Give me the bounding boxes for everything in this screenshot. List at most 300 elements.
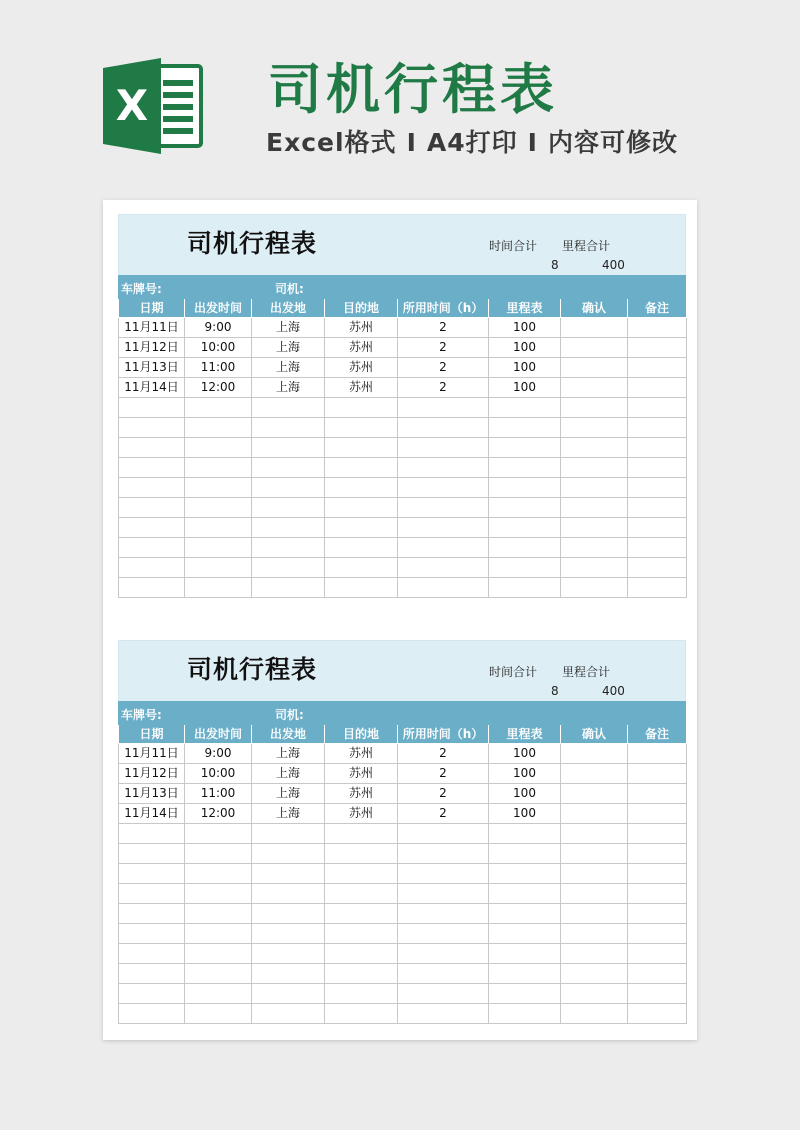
empty-cell[interactable]	[628, 943, 687, 963]
empty-cell[interactable]	[561, 577, 628, 597]
subtitle-editable: 内容可修改	[547, 128, 678, 157]
empty-row	[119, 397, 687, 417]
subtitle-separator: I	[527, 128, 538, 157]
cell-origin[interactable]: 上海	[252, 337, 325, 357]
plate-label: 车牌号:	[121, 708, 162, 722]
empty-cell[interactable]	[252, 863, 325, 883]
empty-cell[interactable]	[628, 517, 687, 537]
empty-cell[interactable]	[325, 557, 398, 577]
empty-cell[interactable]	[252, 497, 325, 517]
empty-cell[interactable]	[398, 923, 489, 943]
plate-label: 车牌号:	[121, 282, 162, 296]
empty-cell[interactable]	[489, 417, 561, 437]
cell-departure-time[interactable]: 9:00	[185, 317, 252, 337]
empty-cell[interactable]	[325, 963, 398, 983]
empty-cell[interactable]	[252, 457, 325, 477]
empty-cell[interactable]	[252, 963, 325, 983]
subtitle-print: A4打印	[426, 128, 518, 157]
empty-cell[interactable]	[185, 557, 252, 577]
empty-cell[interactable]	[252, 903, 325, 923]
empty-cell[interactable]	[119, 863, 185, 883]
empty-cell[interactable]	[561, 823, 628, 843]
cell-destination[interactable]: 苏州	[325, 337, 398, 357]
hero-subtitle	[266, 128, 678, 158]
empty-cell[interactable]	[489, 1003, 561, 1023]
cell-departure-time[interactable]: 10:00	[185, 337, 252, 357]
cell-duration[interactable]: 2	[398, 357, 489, 377]
empty-cell[interactable]	[398, 497, 489, 517]
cell-origin[interactable]: 上海	[252, 357, 325, 377]
empty-cell[interactable]	[489, 983, 561, 1003]
cell-duration[interactable]: 2	[398, 803, 489, 823]
empty-cell[interactable]	[561, 983, 628, 1003]
empty-row	[119, 923, 687, 943]
empty-cell[interactable]	[489, 923, 561, 943]
empty-cell[interactable]	[185, 883, 252, 903]
cell-origin[interactable]: 上海	[252, 763, 325, 783]
sheet-title: 司机行程表	[187, 229, 318, 258]
cell-confirm[interactable]	[561, 357, 628, 377]
hero-title: 司机行程表	[268, 58, 558, 121]
cell-remarks[interactable]	[628, 783, 687, 803]
empty-cell[interactable]	[252, 883, 325, 903]
empty-cell[interactable]	[398, 557, 489, 577]
empty-cell[interactable]	[185, 923, 252, 943]
empty-cell[interactable]	[398, 417, 489, 437]
column-header-destination: 目的地	[325, 299, 398, 317]
cell-duration[interactable]: 2	[398, 337, 489, 357]
empty-cell[interactable]	[119, 903, 185, 923]
empty-cell[interactable]	[119, 883, 185, 903]
cell-confirm[interactable]	[561, 803, 628, 823]
time-total-label: 时间合计	[489, 239, 538, 253]
empty-cell[interactable]	[628, 983, 687, 1003]
cell-odometer[interactable]: 100	[489, 317, 561, 337]
empty-cell[interactable]	[628, 557, 687, 577]
empty-cell[interactable]	[489, 943, 561, 963]
cell-remarks[interactable]	[628, 803, 687, 823]
driver-label: 司机:	[275, 282, 304, 296]
empty-cell[interactable]	[628, 437, 687, 457]
distance-total-value[interactable]: 400	[602, 258, 625, 272]
empty-row	[119, 863, 687, 883]
cell-odometer[interactable]: 100	[489, 783, 561, 803]
distance-total-value[interactable]: 400	[602, 684, 625, 698]
empty-cell[interactable]	[119, 1003, 185, 1023]
empty-cell[interactable]	[119, 843, 185, 863]
cell-duration[interactable]: 2	[398, 377, 489, 397]
empty-cell[interactable]	[252, 843, 325, 863]
column-header-duration: 所用时间（h）	[398, 725, 489, 743]
empty-cell[interactable]	[628, 497, 687, 517]
empty-row	[119, 983, 687, 1003]
column-header-departure-time: 出发时间	[185, 725, 252, 743]
cell-odometer[interactable]: 100	[489, 337, 561, 357]
empty-cell[interactable]	[185, 417, 252, 437]
empty-row	[119, 417, 687, 437]
empty-cell[interactable]	[561, 943, 628, 963]
empty-cell[interactable]	[185, 517, 252, 537]
cell-duration[interactable]: 2	[398, 317, 489, 337]
empty-cell[interactable]	[561, 883, 628, 903]
empty-cell[interactable]	[398, 843, 489, 863]
cell-odometer[interactable]: 100	[489, 763, 561, 783]
time-total-label: 时间合计	[489, 665, 538, 679]
empty-cell[interactable]	[185, 397, 252, 417]
column-header-confirm: 确认	[561, 299, 628, 317]
empty-cell[interactable]	[185, 863, 252, 883]
cell-remarks[interactable]	[628, 743, 687, 763]
empty-cell[interactable]	[119, 457, 185, 477]
empty-cell[interactable]	[325, 863, 398, 883]
empty-cell[interactable]	[119, 577, 185, 597]
empty-cell[interactable]	[119, 517, 185, 537]
empty-cell[interactable]	[398, 863, 489, 883]
empty-cell[interactable]	[628, 823, 687, 843]
cell-duration[interactable]: 2	[398, 783, 489, 803]
empty-row	[119, 517, 687, 537]
empty-row	[119, 943, 687, 963]
empty-cell[interactable]	[325, 537, 398, 557]
empty-cell[interactable]	[398, 457, 489, 477]
cell-origin[interactable]: 上海	[252, 783, 325, 803]
empty-cell[interactable]	[489, 537, 561, 557]
cell-destination[interactable]: 苏州	[325, 763, 398, 783]
cell-origin[interactable]: 上海	[252, 317, 325, 337]
empty-cell[interactable]	[628, 963, 687, 983]
cell-departure-time[interactable]: 11:00	[185, 783, 252, 803]
trip-sheet-2	[118, 640, 686, 1024]
empty-cell[interactable]	[119, 983, 185, 1003]
empty-cell[interactable]	[398, 577, 489, 597]
cell-departure-time[interactable]: 12:00	[185, 377, 252, 397]
empty-cell[interactable]	[398, 883, 489, 903]
distance-total-label: 里程合计	[562, 239, 611, 253]
column-header-departure-time: 出发时间	[185, 299, 252, 317]
empty-cell[interactable]	[398, 823, 489, 843]
empty-cell[interactable]	[628, 577, 687, 597]
hero-banner	[0, 0, 800, 200]
cell-remarks[interactable]	[628, 337, 687, 357]
column-header-odometer: 里程表	[489, 725, 561, 743]
cell-destination[interactable]: 苏州	[325, 783, 398, 803]
column-header-duration: 所用时间（h）	[398, 299, 489, 317]
empty-cell[interactable]	[398, 963, 489, 983]
cell-confirm[interactable]	[561, 317, 628, 337]
empty-cell[interactable]	[398, 517, 489, 537]
cell-departure-time[interactable]: 9:00	[185, 743, 252, 763]
empty-cell[interactable]	[252, 437, 325, 457]
empty-cell[interactable]	[252, 517, 325, 537]
empty-cell[interactable]	[398, 943, 489, 963]
empty-cell[interactable]	[325, 517, 398, 537]
table-header-row	[119, 299, 687, 317]
cell-confirm[interactable]	[561, 377, 628, 397]
empty-cell[interactable]	[119, 437, 185, 457]
table-header-row	[119, 725, 687, 743]
empty-row	[119, 537, 687, 557]
cell-remarks[interactable]	[628, 357, 687, 377]
cell-date[interactable]: 11月13日	[119, 357, 185, 377]
cell-departure-time[interactable]: 12:00	[185, 803, 252, 823]
cell-confirm[interactable]	[561, 783, 628, 803]
empty-cell[interactable]	[252, 983, 325, 1003]
cell-origin[interactable]: 上海	[252, 743, 325, 763]
empty-cell[interactable]	[561, 1003, 628, 1023]
empty-cell[interactable]	[628, 923, 687, 943]
empty-row	[119, 557, 687, 577]
cell-remarks[interactable]	[628, 763, 687, 783]
table-row	[119, 317, 687, 337]
empty-cell[interactable]	[489, 477, 561, 497]
empty-cell[interactable]	[398, 1003, 489, 1023]
empty-row	[119, 963, 687, 983]
cell-date[interactable]: 11月12日	[119, 763, 185, 783]
empty-cell[interactable]	[561, 903, 628, 923]
empty-cell[interactable]	[489, 823, 561, 843]
column-header-origin: 出发地	[252, 725, 325, 743]
empty-cell[interactable]	[119, 943, 185, 963]
column-header-date: 日期	[119, 299, 185, 317]
empty-cell[interactable]	[561, 963, 628, 983]
empty-cell[interactable]	[325, 457, 398, 477]
empty-cell[interactable]	[489, 883, 561, 903]
cell-date[interactable]: 11月11日	[119, 317, 185, 337]
empty-cell[interactable]	[119, 537, 185, 557]
empty-cell[interactable]	[119, 557, 185, 577]
cell-confirm[interactable]	[561, 743, 628, 763]
cell-departure-time[interactable]: 11:00	[185, 357, 252, 377]
empty-cell[interactable]	[325, 437, 398, 457]
cell-odometer[interactable]: 100	[489, 803, 561, 823]
cell-destination[interactable]: 苏州	[325, 803, 398, 823]
cell-date[interactable]: 11月12日	[119, 337, 185, 357]
empty-row	[119, 457, 687, 477]
empty-cell[interactable]	[185, 577, 252, 597]
paper-sheet	[103, 200, 697, 1040]
empty-cell[interactable]	[119, 823, 185, 843]
empty-cell[interactable]	[561, 843, 628, 863]
empty-cell[interactable]	[398, 437, 489, 457]
empty-row	[119, 903, 687, 923]
cell-destination[interactable]: 苏州	[325, 743, 398, 763]
cell-odometer[interactable]: 100	[489, 357, 561, 377]
empty-cell[interactable]	[119, 477, 185, 497]
empty-cell[interactable]	[185, 1003, 252, 1023]
empty-cell[interactable]	[185, 843, 252, 863]
distance-total-label: 里程合计	[562, 665, 611, 679]
empty-cell[interactable]	[489, 437, 561, 457]
empty-cell[interactable]	[398, 477, 489, 497]
subtitle-separator: I	[406, 128, 417, 157]
subtitle-format: Excel格式	[266, 128, 397, 157]
empty-cell[interactable]	[489, 577, 561, 597]
empty-cell[interactable]	[252, 823, 325, 843]
sheet-header	[118, 640, 686, 701]
cell-destination[interactable]: 苏州	[325, 317, 398, 337]
table-row	[119, 377, 687, 397]
empty-cell[interactable]	[252, 537, 325, 557]
table-row	[119, 803, 687, 823]
empty-cell[interactable]	[325, 1003, 398, 1023]
info-bar	[118, 701, 686, 725]
empty-cell[interactable]	[325, 923, 398, 943]
empty-cell[interactable]	[252, 557, 325, 577]
empty-cell[interactable]	[325, 497, 398, 517]
trip-sheet-1	[118, 214, 686, 598]
empty-cell[interactable]	[489, 903, 561, 923]
empty-cell[interactable]	[561, 477, 628, 497]
empty-cell[interactable]	[398, 397, 489, 417]
cell-confirm[interactable]	[561, 763, 628, 783]
empty-cell[interactable]	[561, 457, 628, 477]
empty-cell[interactable]	[252, 1003, 325, 1023]
empty-cell[interactable]	[185, 477, 252, 497]
empty-cell[interactable]	[185, 537, 252, 557]
empty-row	[119, 843, 687, 863]
empty-cell[interactable]	[252, 477, 325, 497]
cell-destination[interactable]: 苏州	[325, 357, 398, 377]
time-total-value[interactable]: 8	[551, 684, 559, 698]
empty-cell[interactable]	[185, 497, 252, 517]
empty-row	[119, 477, 687, 497]
empty-cell[interactable]	[489, 517, 561, 537]
time-total-value[interactable]: 8	[551, 258, 559, 272]
column-header-destination: 目的地	[325, 725, 398, 743]
empty-cell[interactable]	[628, 397, 687, 417]
empty-row	[119, 577, 687, 597]
cell-date[interactable]: 11月13日	[119, 783, 185, 803]
empty-cell[interactable]	[325, 397, 398, 417]
empty-cell[interactable]	[398, 537, 489, 557]
empty-row	[119, 823, 687, 843]
cell-date[interactable]: 11月11日	[119, 743, 185, 763]
cell-departure-time[interactable]: 10:00	[185, 763, 252, 783]
empty-cell[interactable]	[489, 843, 561, 863]
column-header-origin: 出发地	[252, 299, 325, 317]
empty-cell[interactable]	[628, 843, 687, 863]
cell-date[interactable]: 11月14日	[119, 803, 185, 823]
table-row	[119, 783, 687, 803]
empty-cell[interactable]	[628, 1003, 687, 1023]
svg-text:X: X	[115, 81, 149, 130]
empty-row	[119, 883, 687, 903]
table-row	[119, 357, 687, 377]
empty-cell[interactable]	[561, 517, 628, 537]
empty-cell[interactable]	[398, 983, 489, 1003]
empty-cell[interactable]	[325, 823, 398, 843]
empty-cell[interactable]	[252, 943, 325, 963]
empty-cell[interactable]	[185, 457, 252, 477]
empty-cell[interactable]	[185, 903, 252, 923]
cell-confirm[interactable]	[561, 337, 628, 357]
empty-row	[119, 437, 687, 457]
empty-cell[interactable]	[489, 963, 561, 983]
empty-cell[interactable]	[325, 843, 398, 863]
empty-cell[interactable]	[489, 397, 561, 417]
column-header-remarks: 备注	[628, 725, 687, 743]
empty-cell[interactable]	[325, 943, 398, 963]
empty-cell[interactable]	[489, 497, 561, 517]
cell-odometer[interactable]: 100	[489, 743, 561, 763]
empty-cell[interactable]	[119, 417, 185, 437]
empty-cell[interactable]	[561, 417, 628, 437]
empty-cell[interactable]	[119, 397, 185, 417]
cell-origin[interactable]: 上海	[252, 803, 325, 823]
empty-cell[interactable]	[119, 923, 185, 943]
cell-odometer[interactable]: 100	[489, 377, 561, 397]
empty-cell[interactable]	[489, 863, 561, 883]
table-row	[119, 743, 687, 763]
empty-cell[interactable]	[628, 477, 687, 497]
empty-cell[interactable]	[561, 437, 628, 457]
empty-cell[interactable]	[185, 823, 252, 843]
sheet-title: 司机行程表	[187, 655, 318, 684]
empty-cell[interactable]	[561, 923, 628, 943]
empty-cell[interactable]	[489, 457, 561, 477]
trip-table	[118, 725, 687, 1024]
empty-cell[interactable]	[489, 557, 561, 577]
empty-cell[interactable]	[119, 963, 185, 983]
empty-cell[interactable]	[561, 557, 628, 577]
cell-remarks[interactable]	[628, 377, 687, 397]
empty-cell[interactable]	[325, 417, 398, 437]
cell-destination[interactable]: 苏州	[325, 377, 398, 397]
empty-cell[interactable]	[185, 943, 252, 963]
empty-cell[interactable]	[628, 903, 687, 923]
empty-cell[interactable]	[252, 577, 325, 597]
cell-remarks[interactable]	[628, 317, 687, 337]
empty-cell[interactable]	[628, 863, 687, 883]
empty-cell[interactable]	[325, 577, 398, 597]
column-header-odometer: 里程表	[489, 299, 561, 317]
empty-cell[interactable]	[325, 983, 398, 1003]
empty-cell[interactable]	[628, 537, 687, 557]
empty-cell[interactable]	[325, 883, 398, 903]
empty-cell[interactable]	[119, 497, 185, 517]
cell-duration[interactable]: 2	[398, 743, 489, 763]
empty-cell[interactable]	[325, 903, 398, 923]
trip-table	[118, 299, 687, 598]
empty-cell[interactable]	[561, 397, 628, 417]
driver-label: 司机:	[275, 708, 304, 722]
empty-cell[interactable]	[185, 437, 252, 457]
table-row	[119, 337, 687, 357]
empty-cell[interactable]	[398, 903, 489, 923]
empty-cell[interactable]	[252, 923, 325, 943]
column-header-remarks: 备注	[628, 299, 687, 317]
table-row	[119, 763, 687, 783]
cell-date[interactable]: 11月14日	[119, 377, 185, 397]
info-bar	[118, 275, 686, 299]
empty-cell[interactable]	[628, 883, 687, 903]
empty-cell[interactable]	[561, 537, 628, 557]
empty-cell[interactable]	[561, 863, 628, 883]
cell-duration[interactable]: 2	[398, 763, 489, 783]
empty-row	[119, 497, 687, 517]
cell-origin[interactable]: 上海	[252, 377, 325, 397]
sheet-header	[118, 214, 686, 275]
empty-cell[interactable]	[628, 417, 687, 437]
empty-cell[interactable]	[561, 497, 628, 517]
empty-cell[interactable]	[325, 477, 398, 497]
empty-cell[interactable]	[185, 983, 252, 1003]
excel-logo-icon	[103, 58, 203, 154]
empty-cell[interactable]	[185, 963, 252, 983]
empty-cell[interactable]	[628, 457, 687, 477]
empty-cell[interactable]	[252, 397, 325, 417]
empty-cell[interactable]	[252, 417, 325, 437]
